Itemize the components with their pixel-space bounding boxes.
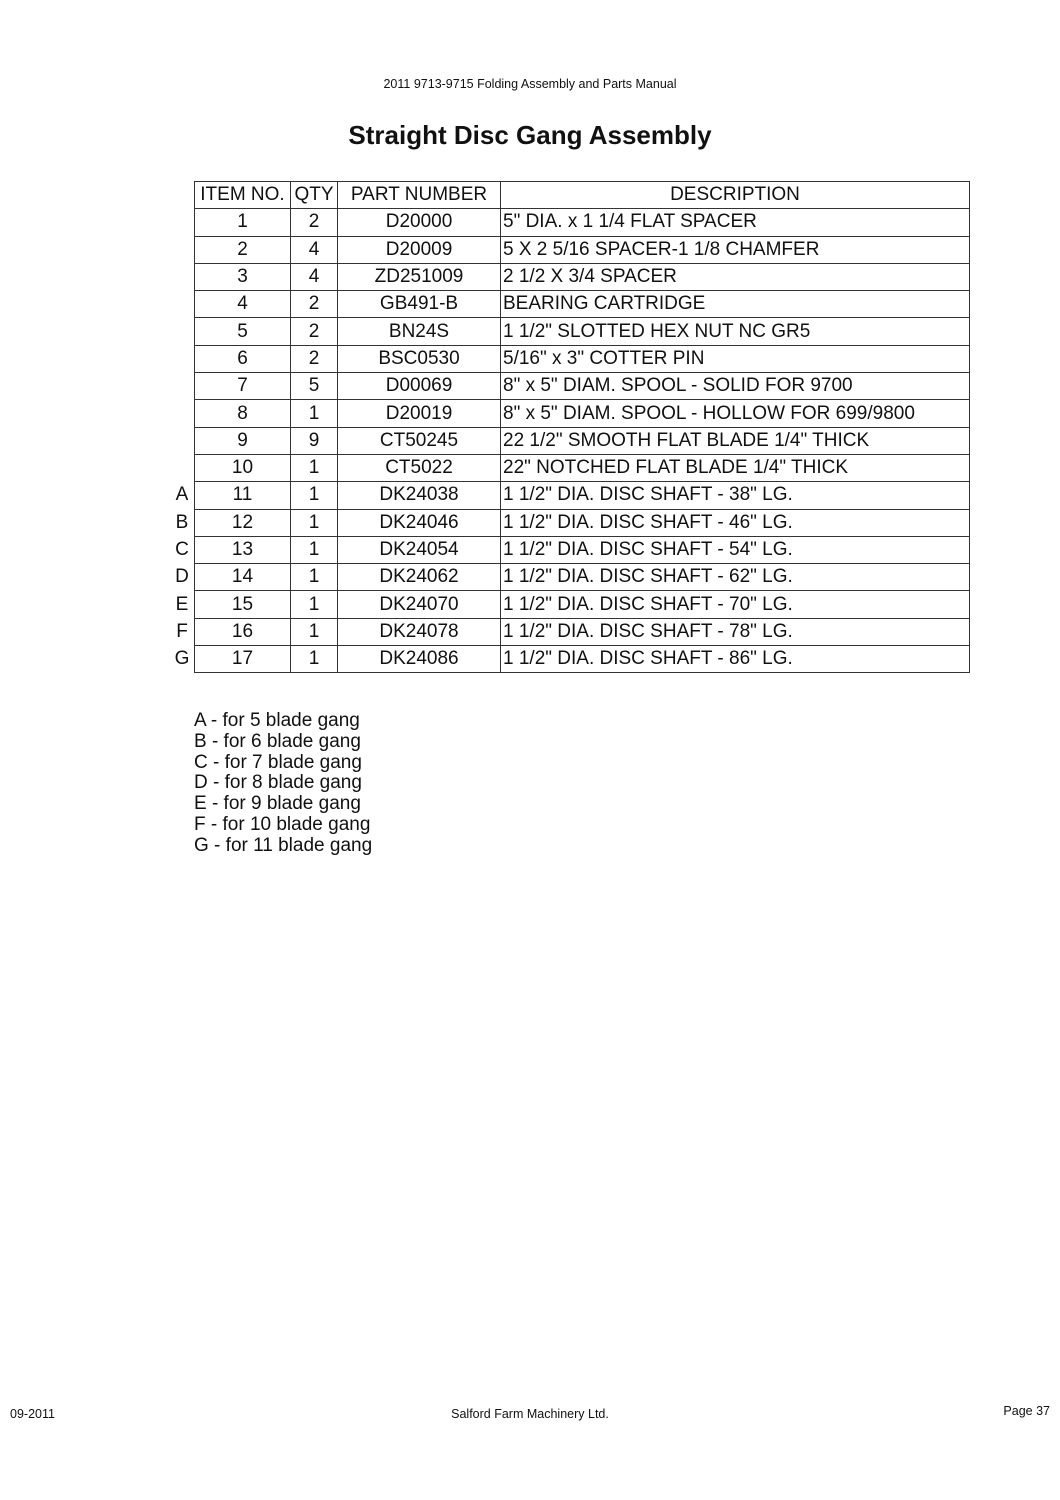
part-number-cell: D20009: [338, 236, 501, 263]
col-header-part-number: PART NUMBER: [338, 182, 501, 209]
table-row: [195, 263, 970, 290]
description-cell: 1 1/2" SLOTTED HEX NUT NC GR5: [501, 318, 970, 345]
qty-cell: 4: [291, 263, 338, 290]
qty-cell: 1: [291, 591, 338, 618]
row-letter-label: C: [175, 538, 189, 560]
note-line: G - for 11 blade gang: [194, 834, 373, 856]
item-no-cell: 13: [195, 536, 291, 563]
description-cell: 5" DIA. x 1 1/4 FLAT SPACER: [501, 209, 970, 236]
description-cell: 1 1/2" DIA. DISC SHAFT - 70" LG.: [501, 591, 970, 618]
item-no-cell: 9: [195, 427, 291, 454]
table-row: [195, 209, 970, 236]
table-row: [195, 236, 970, 263]
qty-cell: 2: [291, 345, 338, 372]
table-row: [195, 646, 970, 673]
gang-notes: [194, 711, 372, 857]
col-header-description: DESCRIPTION: [501, 182, 970, 209]
parts-table-body: [195, 209, 970, 673]
table-row: [195, 345, 970, 372]
description-cell: 1 1/2" DIA. DISC SHAFT - 38" LG.: [501, 482, 970, 509]
table-row: [195, 482, 970, 509]
col-header-item: ITEM NO.: [195, 182, 291, 209]
description-cell: 5 X 2 5/16 SPACER-1 1/8 CHAMFER: [501, 236, 970, 263]
item-no-cell: 1: [195, 209, 291, 236]
note-line: A - for 5 blade gang: [194, 710, 360, 731]
qty-cell: 1: [291, 564, 338, 591]
parts-table: [194, 181, 970, 673]
note-line: B - for 6 blade gang: [194, 730, 361, 752]
table-row: [195, 373, 970, 400]
page-title: Straight Disc Gang Assembly: [348, 120, 712, 150]
footer-page-number: Page 37: [1003, 1404, 1050, 1418]
qty-cell: 1: [291, 646, 338, 673]
note-line: E - for 9 blade gang: [194, 793, 361, 815]
description-cell: 22" NOTCHED FLAT BLADE 1/4" THICK: [501, 454, 970, 481]
footer-company: Salford Farm Machinery Ltd.: [451, 1407, 609, 1421]
description-cell: 1 1/2" DIA. DISC SHAFT - 78" LG.: [501, 618, 970, 645]
description-cell: 8" x 5" DIAM. SPOOL - SOLID FOR 9700: [501, 373, 970, 400]
qty-cell: 1: [291, 509, 338, 536]
description-cell: BEARING CARTRIDGE: [501, 291, 970, 318]
description-cell: 1 1/2" DIA. DISC SHAFT - 62" LG.: [501, 564, 970, 591]
part-number-cell: BSC0530: [338, 345, 501, 372]
qty-cell: 5: [291, 373, 338, 400]
table-row: [195, 454, 970, 481]
footer-date: 09-2011: [10, 1407, 55, 1421]
row-letter-label: G: [174, 648, 190, 670]
table-row: [195, 427, 970, 454]
description-cell: 8" x 5" DIAM. SPOOL - HOLLOW FOR 699/9800: [501, 400, 970, 427]
qty-cell: 1: [291, 400, 338, 427]
part-number-cell: D20000: [338, 209, 501, 236]
item-no-cell: 5: [195, 318, 291, 345]
qty-cell: 1: [291, 454, 338, 481]
table-header-row: [195, 182, 970, 209]
qty-cell: 1: [291, 482, 338, 509]
table-row: [195, 536, 970, 563]
item-no-cell: 3: [195, 263, 291, 290]
table-row: [195, 400, 970, 427]
item-no-cell: 15: [195, 591, 291, 618]
item-no-cell: 4: [195, 291, 291, 318]
table-row: [195, 618, 970, 645]
qty-cell: 1: [291, 536, 338, 563]
item-no-cell: 2: [195, 236, 291, 263]
qty-cell: 4: [291, 236, 338, 263]
part-number-cell: DK24046: [338, 509, 501, 536]
part-number-cell: D00069: [338, 373, 501, 400]
part-number-cell: DK24070: [338, 591, 501, 618]
description-cell: 5/16" x 3" COTTER PIN: [501, 345, 970, 372]
qty-cell: 1: [291, 618, 338, 645]
note-line: C - for 7 blade gang: [194, 751, 362, 773]
item-no-cell: 14: [195, 564, 291, 591]
row-letter-label: A: [175, 484, 189, 506]
part-number-cell: D20019: [338, 400, 501, 427]
part-number-cell: BN24S: [338, 318, 501, 345]
part-number-cell: ZD251009: [338, 263, 501, 290]
part-number-cell: CT50245: [338, 427, 501, 454]
part-number-cell: DK24086: [338, 646, 501, 673]
qty-cell: 2: [291, 291, 338, 318]
item-no-cell: 6: [195, 345, 291, 372]
row-letter-label: F: [176, 620, 188, 642]
col-header-qty: QTY: [291, 182, 338, 209]
part-number-cell: DK24054: [338, 536, 501, 563]
item-no-cell: 8: [195, 400, 291, 427]
item-no-cell: 7: [195, 373, 291, 400]
row-letter-label: B: [175, 511, 189, 533]
part-number-cell: CT5022: [338, 454, 501, 481]
table-row: [195, 564, 970, 591]
part-number-cell: DK24062: [338, 564, 501, 591]
row-letter-label: E: [175, 593, 189, 615]
part-number-cell: GB491-B: [338, 291, 501, 318]
part-number-cell: DK24038: [338, 482, 501, 509]
qty-cell: 2: [291, 318, 338, 345]
table-row: [195, 291, 970, 318]
item-no-cell: 11: [195, 482, 291, 509]
description-cell: 1 1/2" DIA. DISC SHAFT - 86" LG.: [501, 646, 970, 673]
table-row: [195, 509, 970, 536]
row-letter-label: D: [175, 566, 189, 588]
description-cell: 1 1/2" DIA. DISC SHAFT - 54" LG.: [501, 536, 970, 563]
qty-cell: 2: [291, 209, 338, 236]
description-cell: 1 1/2" DIA. DISC SHAFT - 46" LG.: [501, 509, 970, 536]
description-cell: 2 1/2 X 3/4 SPACER: [501, 263, 970, 290]
qty-cell: 9: [291, 427, 338, 454]
table-row: [195, 591, 970, 618]
part-number-cell: DK24078: [338, 618, 501, 645]
note-line: D - for 8 blade gang: [194, 772, 362, 794]
item-no-cell: 10: [195, 454, 291, 481]
item-no-cell: 16: [195, 618, 291, 645]
item-no-cell: 17: [195, 646, 291, 673]
note-line: F - for 10 blade gang: [194, 813, 371, 835]
item-no-cell: 12: [195, 509, 291, 536]
description-cell: 22 1/2" SMOOTH FLAT BLADE 1/4" THICK: [501, 427, 970, 454]
table-row: [195, 318, 970, 345]
manual-header: 2011 9713-9715 Folding Assembly and Parts Manual: [383, 77, 677, 91]
